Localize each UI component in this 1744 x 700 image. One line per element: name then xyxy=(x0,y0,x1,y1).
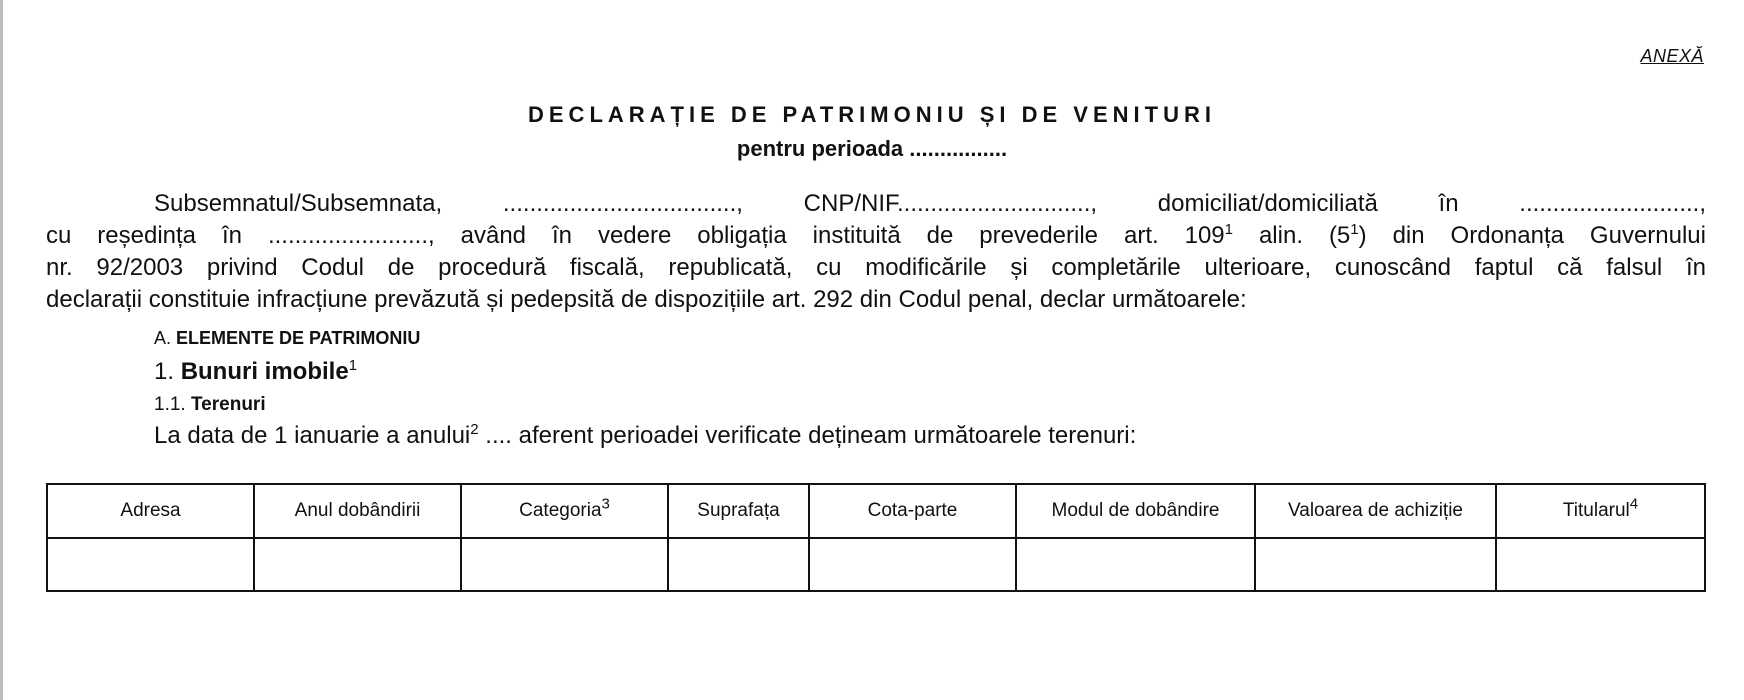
table-cell-acquisition-value[interactable] xyxy=(1255,538,1496,591)
paragraph-line-2-part-b: alin. (5 xyxy=(1233,222,1351,249)
footnote-marker: 1 xyxy=(348,357,358,374)
paragraph-line-1: Subsemnatul/Subsemnata, ..................................., CNP/NIF............................., domiciliat/domiciliată în ..........................., xyxy=(154,190,1706,217)
column-header-acquisition-value xyxy=(1255,484,1496,538)
header-label: Titularul xyxy=(1562,500,1630,521)
lands-intro-text xyxy=(154,422,1136,450)
column-header-address xyxy=(47,484,254,538)
header-label: Suprafața xyxy=(697,500,780,521)
table-row xyxy=(47,538,1705,591)
paragraph-line-3: nr. 92/2003 privind Codul de procedură fiscală, republicată, cu modificările și completările ulterioare, cunoscând faptul că falsul în xyxy=(46,254,1706,281)
paragraph-line-2-part-a: cu reședința în ........................, având în vedere obligația instituită de prevederile art. 109 xyxy=(46,222,1225,249)
header-label: Cota-parte xyxy=(867,500,958,521)
section-1-title: Bunuri imobile xyxy=(180,358,349,385)
section-1-heading xyxy=(154,358,357,386)
header-label: Categoria xyxy=(519,500,602,521)
footnote-marker: 4 xyxy=(1629,495,1639,513)
table-cell-holder[interactable] xyxy=(1496,538,1705,591)
table-cell-category[interactable] xyxy=(461,538,668,591)
section-1-1-heading xyxy=(154,394,266,416)
header-label: Anul dobândirii xyxy=(294,500,421,521)
intro-part-b: .... aferent perioadei verificate dețineam următoarele terenuri: xyxy=(478,422,1137,449)
table-header-row xyxy=(47,484,1705,538)
table-cell-address[interactable] xyxy=(47,538,254,591)
header-label: Modul de dobândire xyxy=(1051,500,1220,521)
document-subtitle: pentru perioada ................ xyxy=(736,136,1008,161)
column-header-share xyxy=(809,484,1016,538)
section-1-1-number: 1.1. xyxy=(154,394,186,415)
footnote-marker: 1 xyxy=(1224,221,1233,238)
paragraph-line-2 xyxy=(46,220,1706,252)
section-a-letter: A. xyxy=(154,328,172,348)
header-label: Adresa xyxy=(120,500,181,521)
table-cell-acquisition-method[interactable] xyxy=(1016,538,1255,591)
header-label: Valoarea de achiziție xyxy=(1288,500,1463,521)
paragraph-line-2-part-c: ) din Ordonanța Guvernului xyxy=(1358,222,1706,249)
paragraph-line-4: declarații constituie infracțiune prevăzută și pedepsită de dispozițiile art. 292 din Codul penal, declar următoarele: xyxy=(46,286,1247,313)
table-cell-acquisition-year[interactable] xyxy=(254,538,461,591)
column-header-category xyxy=(461,484,668,538)
column-header-acquisition-year xyxy=(254,484,461,538)
column-header-area xyxy=(668,484,809,538)
intro-part-a: La data de 1 ianuarie a anului xyxy=(154,422,471,449)
table-cell-share[interactable] xyxy=(809,538,1016,591)
table-cell-area[interactable] xyxy=(668,538,809,591)
column-header-acquisition-method xyxy=(1016,484,1255,538)
footnote-marker: 2 xyxy=(470,421,479,438)
document-title: DECLARAȚIE DE PATRIMONIU ȘI DE VENITURI xyxy=(528,102,1216,127)
footnote-marker: 1 xyxy=(1350,221,1359,238)
annex-label: ANEXĂ xyxy=(1640,46,1704,66)
section-1-number: 1. xyxy=(154,358,175,385)
section-1-1-title: Terenuri xyxy=(190,394,266,415)
declaration-paragraph xyxy=(46,188,1706,316)
section-a-title: ELEMENTE DE PATRIMONIU xyxy=(176,328,421,348)
section-a-heading xyxy=(154,328,420,349)
column-header-holder xyxy=(1496,484,1705,538)
lands-table xyxy=(46,483,1706,592)
footnote-marker: 3 xyxy=(601,495,610,513)
